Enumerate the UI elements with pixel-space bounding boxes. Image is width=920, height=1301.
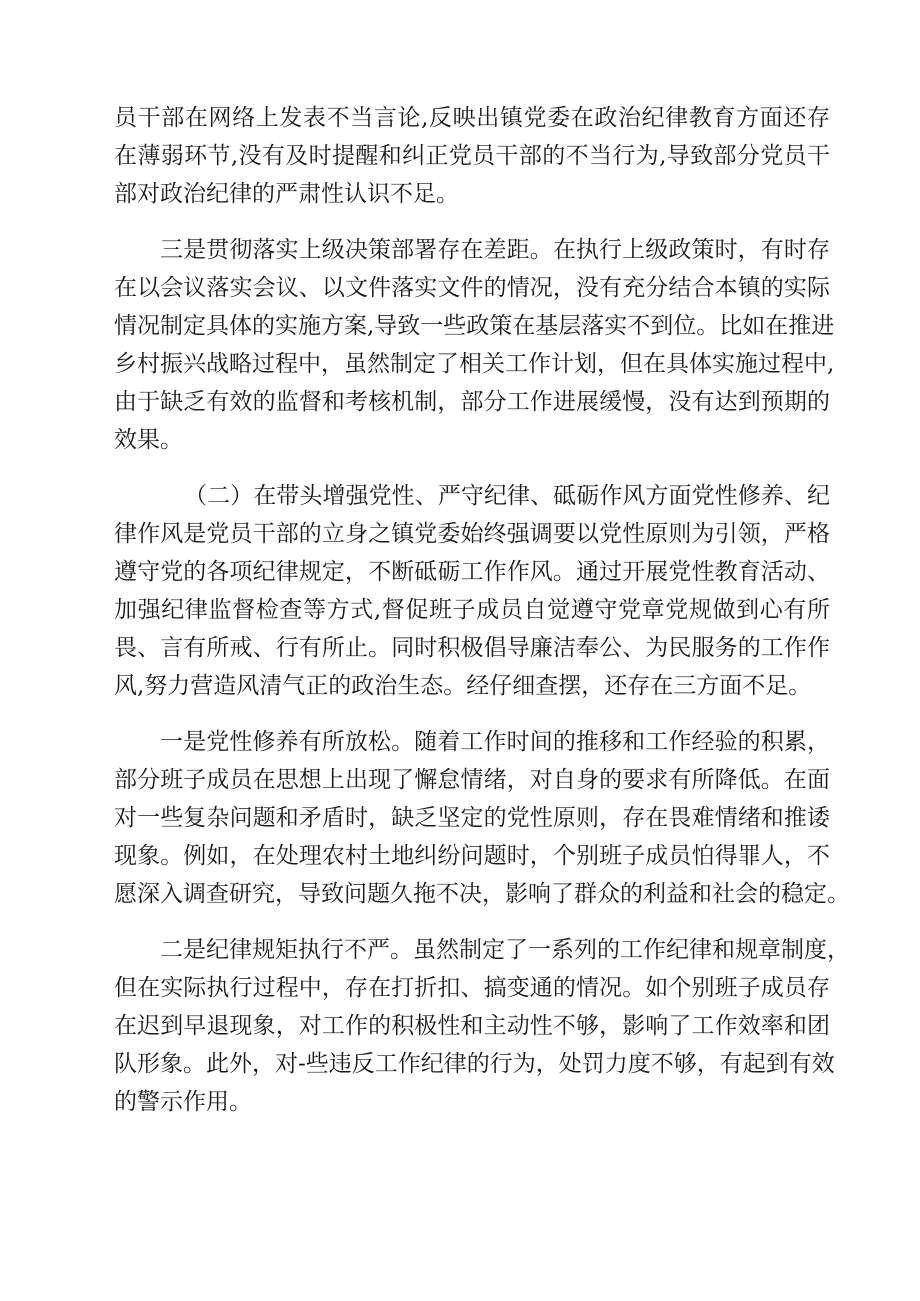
text-line: 情况制定具体的实施方案,导致一些政策在基层落实不到位。比如在推进 xyxy=(114,313,835,339)
document-body xyxy=(114,99,850,1121)
text-line: 一是党性修养有所放松。随着工作时间的推移和工作经验的积累， xyxy=(160,729,830,755)
text-line: 风,努力营造风清气正的政治生态。经仔细查摆，还存在三方面不足。 xyxy=(114,673,812,699)
text-line: 在迟到早退现象，对工作的积极性和主动性不够，影响了工作效率和团 xyxy=(114,1013,830,1039)
text-line: 的警示作用。 xyxy=(114,1089,252,1115)
text-line: 律作风是党员干部的立身之镇党委始终强调要以党性原则为引领，严格 xyxy=(114,521,830,547)
text-line: 部对政治纪律的严肃性认识不足。 xyxy=(114,181,459,207)
text-line: 在薄弱环节,没有及时提醒和纠正党员干部的不当行为,导致部分党员干 xyxy=(114,143,830,169)
text-line: 效果。 xyxy=(114,427,183,453)
text-line: 但在实际执行过程中，存在打折扣、搞变通的情况。如个别班子成员存 xyxy=(114,975,830,1001)
text-line: 由于缺乏有效的监督和考核机制，部分工作进展缓慢，没有达到预期的 xyxy=(114,389,830,415)
text-line: 现象。例如，在处理农村土地纠纷问题时，个别班子成员怕得罪人，不 xyxy=(114,843,830,869)
paragraph-2 xyxy=(114,231,835,459)
text-line: 乡村振兴战略过程中，虽然制定了相关工作计划，但在具体实施过程中, xyxy=(114,351,835,377)
text-line: 三是贯彻落实上级决策部署存在差距。在执行上级政策时，有时存 xyxy=(160,237,830,263)
text-line: 二是纪律规矩执行不严。虽然制定了一系列的工作纪律和规章制度， xyxy=(160,937,850,963)
paragraph-1 xyxy=(114,99,830,213)
paragraph-3-section-heading xyxy=(114,477,830,705)
text-line: 对一些复杂问题和矛盾时，缺乏坚定的党性原则，存在畏难情绪和推诿 xyxy=(114,805,830,831)
text-line: 部分班子成员在思想上出现了懈怠情绪，对自身的要求有所降低。在面 xyxy=(114,767,830,793)
text-line: 遵守党的各项纪律规定，不断砥砺工作作风。通过开展党性教育活动、 xyxy=(114,559,830,585)
text-line: 队形象。此外，对-些违反工作纪律的行为，处罚力度不够，有起到有效 xyxy=(114,1051,835,1077)
text-line: 在以会议落实会议、以文件落实文件的情况，没有充分结合本镇的实际 xyxy=(114,275,830,301)
text-line: 员干部在网络上发表不当言论,反映出镇党委在政治纪律教育方面还存 xyxy=(114,105,830,131)
text-line: 愿深入调查研究，导致问题久拖不决，影响了群众的利益和社会的稳定。 xyxy=(114,881,850,907)
text-line: 加强纪律监督检查等方式,督促班子成员自觉遵守党章党规做到心有所 xyxy=(114,597,830,623)
paragraph-4 xyxy=(114,723,850,913)
paragraph-5 xyxy=(114,931,850,1121)
text-line: 畏、言有所戒、行有所止。同时积极倡导廉洁奉公、为民服务的工作作 xyxy=(114,635,830,661)
text-line: （二）在带头增强党性、严守纪律、砥砺作风方面党性修养、纪 xyxy=(184,483,830,509)
